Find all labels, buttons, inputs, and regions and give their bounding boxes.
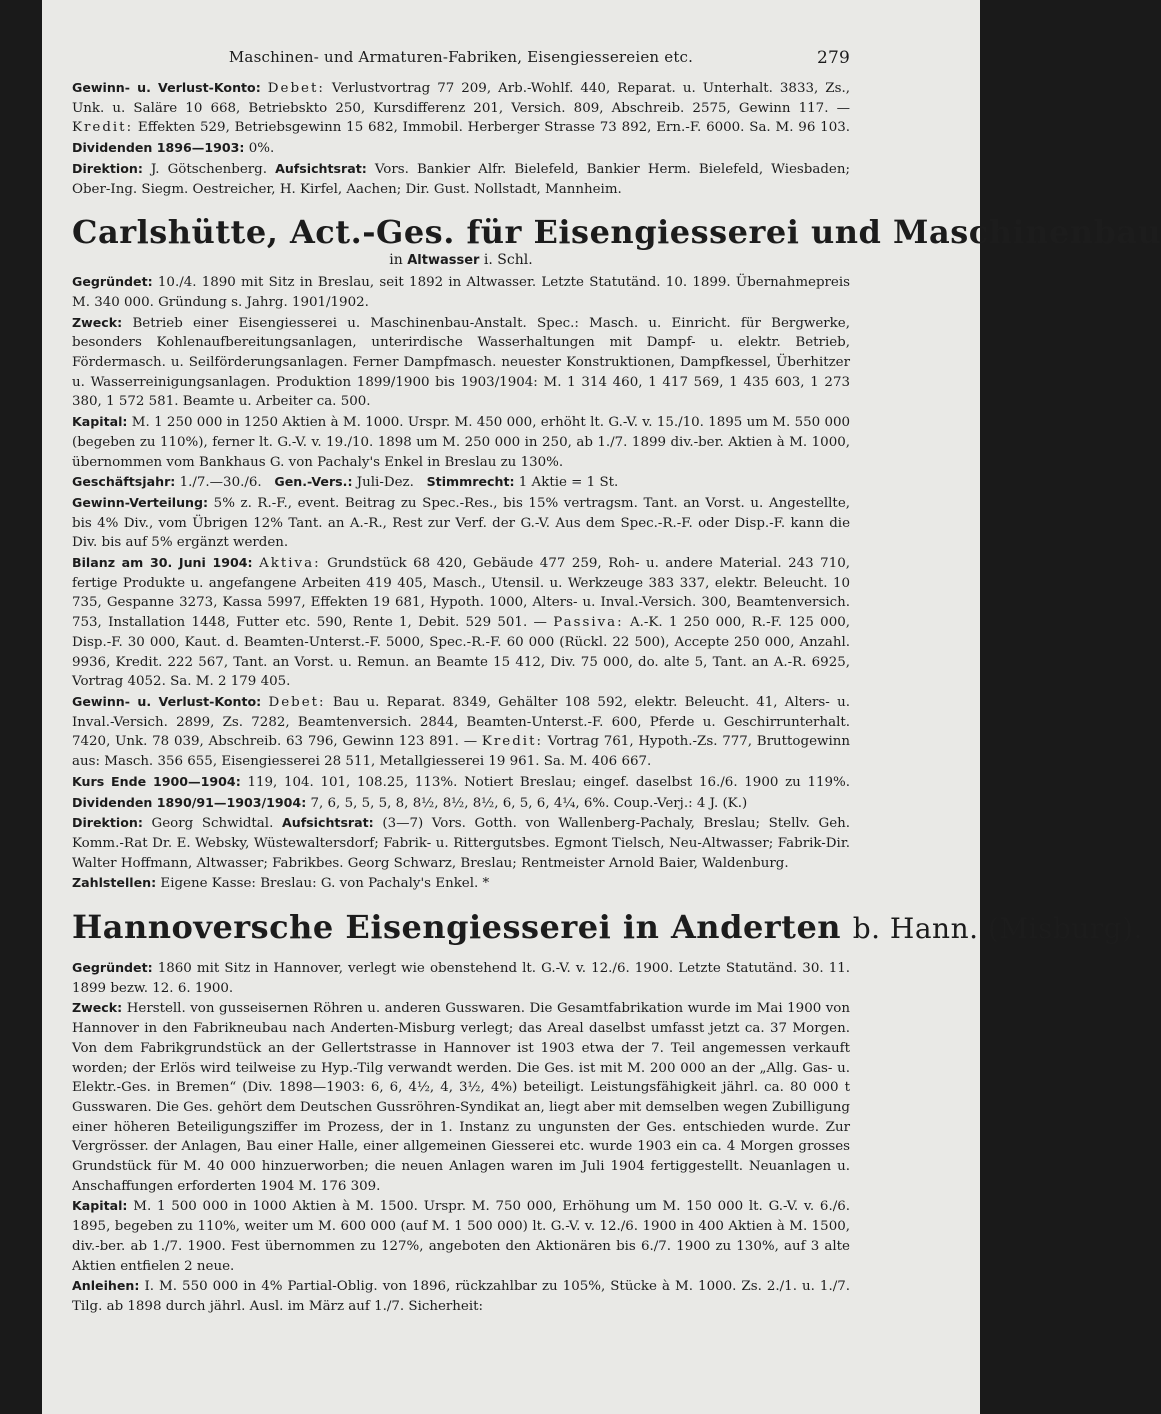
label: Gewinn- u. Verlust-Konto: bbox=[72, 80, 261, 95]
c1-kapital: Kapital: M. 1 250 000 in 1250 Aktien à M. 1000. Urspr. M. 450 000, erhöht lt. G.-V. v. 15./10. 1895 um M. 550 000 (begeben zu 110%), ferner lt. G.-V. v. 19./10. 1898 um M. 250 000 in 250, ab 1./7. 1899 div.-ber. Aktien à M. 1000, übernommen vom Bankhaus G. von Pachaly's Enkel in Breslau zu 130%. bbox=[72, 414, 850, 470]
c1-direktion: Direktion: Georg Schwidtal. Aufsichtsrat: (3—7) Vors. Gotth. von Wallenberg-Pachaly, Breslau; Stellv. Geh. Komm.-Rat Dr. E. Websky, Wüstewaltersdorf; Fabrik- u. Rittergutsbes. Egmont Tielsch, Neu-Altwasser; Fabrik-Dir. Walter Hoffmann, Altwasser; Fabrikbes. Georg Schwarz, Breslau; Rentmeister Arnold Baier, Waldenburg. bbox=[72, 815, 851, 871]
c2-anleihen: Anleihen: I. M. 550 000 in 4% Partial-Oblig. von 1896, rückzahlbar zu 105%, Stücke à M. 1000. Zs. 2./1. u. 1./7. Tilg. ab 1898 durch jährl. Ausl. im März auf 1./7. Sicherheit: bbox=[72, 1278, 850, 1314]
company-title-hannoversche: Hannoversche Eisengiesserei in Anderten b. Hann. (Misburg). bbox=[72, 908, 1143, 947]
c1-geschaeftsjahr: Geschäftsjahr: 1./7.—30./6. Gen.-Vers.: Juli-Dez. Stimmrecht: 1 Aktie = 1 St. bbox=[72, 474, 619, 491]
company-title-carlshuette: Carlshütte, Act.-Ges. für Eisengiesserei und Maschinenbau bbox=[72, 213, 1161, 252]
c1-gewinn-verlust-konto: Gewinn- u. Verlust-Konto: Debet: Bau u. Reparat. 8349, Gehälter 108 592, elektr. Beleucht. 41, Alters- u. Inval.-Versich. 2899, Zs. 7282, Beamtenversich. 2844, Beamten-Unterst.-F. 600, Pferde u. Geschirrunterhalt. 7420, Unk. 78 039, Abschreib. 63 796, Gewinn 123 891. — Kredit: Vortrag 761, Hypoth.-Zs. 777, Bruttogewinn aus: Masch. 356 655, Eisengiesserei 28 511, Metallgiesserei 19 961. Sa. M. 406 667. bbox=[72, 693, 850, 770]
page-number: 279 bbox=[816, 48, 850, 68]
running-title: Maschinen- und Armaturen-Fabriken, Eisengiessereien etc. bbox=[228, 48, 694, 66]
prev-direktion: Direktion: J. Götschenberg. Aufsichtsrat: Vors. Bankier Alfr. Bielefeld, Bankier Herm. Bielefeld, Wiesbaden; Ober-Ing. Siegm. Oestreicher, H. Kirfel, Aachen; Dir. Gust. Nollstadt, Mannheim. bbox=[72, 160, 850, 197]
running-header bbox=[72, 48, 850, 78]
c1-kurs: Kurs Ende 1900—1904: 119, 104. 101, 108.25, 113%. Notiert Breslau; eingef. daselbst 16./6. 1900 zu 119%. Dividenden 1890/91—1903/1904: 7, 6, 5, 5, 5, 8, 8½, 8½, 8½, 6, 5, 6, 4¼, 6%. Coup.-Verj.: 4 J. (K.) bbox=[72, 773, 850, 811]
c1-zahlstellen: Zahlstellen: Eigene Kasse: Breslau: G. von Pachaly's Enkel. * bbox=[72, 875, 490, 892]
c2-zweck: Zweck: Herstell. von gusseisernen Röhren u. anderen Gusswaren. Die Gesamtfabrikation wurde im Mai 1900 von Hannover in den Fabrikneubau nach Anderten-Misburg verlegt; das Areal daselbst umfasst jetzt ca. 37 Morgen. Von dem Fabrikgrundstück an der Gellertstrasse in Hannover ist 1903 etwa der 7. Teil angemessen verkauft worden; der Erlös wird teilweise zu Hyp.-Tilg verwandt werden. Die Ges. ist mit M. 200 000 an der „Allg. Gas- u. Elektr.-Ges. in Bremen“ (Div. 1898—1903: 6, 6, 4½, 4, 3½, 4%) beteiligt. Leistungsfähigkeit jährl. ca. 80 000 t Gusswaren. Die Ges. gehört dem Deutschen Gussröhren-Syndikat an, liegt aber mit demselben wegen Zubilligung einer höheren Beteiligungsziffer im Prozess, der in 1. Instanz zu ungunsten der Ges. entschieden wurde. Zur Vergrösser. der Anlagen, Bau einer Halle, einer allgemeinen Giesserei etc. wurde 1903 ein ca. 4 Morgen grosses Grundstück für M. 40 000 hinzuerworben; die neuen Anlagen waren im Juli 1904 fertiggestellt. Neuanlagen u. Anschaffungen erforderten 1904 M. 176 309. bbox=[72, 1000, 850, 1194]
document-page bbox=[72, 48, 1161, 1317]
c1-zweck: Zweck: Betrieb einer Eisengiesserei u. Maschinenbau-Anstalt. Spec.: Masch. u. Einricht. für Bergwerke, besonders Kohlenaufbereitungsanlagen, unterirdische Wasserhaltungen mit Dampf- u. elektr. Betrieb, Fördermasch. u. Seilförderungsanlagen. Ferner Dampfmasch. neuester Konstruktionen, Dampfkessel, Überhitzer u. Wasserreinigungsanlagen. Produktion 1899/1900 bis 1903/1904: M. 1 314 460, 1 417 569, 1 435 603, 1 273 380, 1 572 581. Beamte u. Arbeiter ca. 500. bbox=[72, 314, 850, 410]
company-location: in Altwasser i. Schl. bbox=[389, 252, 533, 269]
prev-gewinn-verlust: Gewinn- u. Verlust-Konto: Debet: Verlustvortrag 77 209, Arb.-Wohlf. 440, Reparat. u. Unterhalt. 3833, Zs., Unk. u. Saläre 10 668, Betriebskto 250, Kursdifferenz 201, Versich. 809, Abschreib. 2575, Gewinn 117. — Kredit: Effekten 529, Betriebsgewinn 15 682, Immobil. Herberger Strasse 73 892, Ern.-F. 6000. Sa. M. 96 103. Dividenden 1896—1903: 0%. bbox=[72, 80, 850, 157]
c2-gegruendet: Gegründet: 1860 mit Sitz in Hannover, verlegt wie obenstehend lt. G.-V. v. 12./6. 1900. Letzte Statutänd. 30. 11. 1899 bezw. 12. 6. 1900. bbox=[72, 960, 850, 996]
c1-gewinn-verteilung: Gewinn-Verteilung: 5% z. R.-F., event. Beitrag zu Spec.-Res., bis 15% vertragsm. Tant. an Vorst. u. Angestellte, bis 4% Div., vom Übrigen 12% Tant. an A.-R., Rest zur Verf. der G.-V. Aus dem Spec.-R.-F. oder Disp.-F. kann die Div. bis auf 5% ergänzt werden. bbox=[72, 494, 850, 551]
c1-gegruendet: Gegründet: 10./4. 1890 mit Sitz in Breslau, seit 1892 in Altwasser. Letzte Statutänd. 10. 1899. Übernahmepreis M. 340 000. Gründung s. Jahrg. 1901/1902. bbox=[72, 274, 850, 310]
c2-kapital: Kapital: M. 1 500 000 in 1000 Aktien à M. 1500. Urspr. M. 750 000, Erhöhung um M. 150 000 lt. G.-V. v. 6./6. 1895, begeben zu 110%, weiter um M. 600 000 (auf M. 1 500 000) lt. G.-V. v. 12./6. 1900 in 400 Aktien à M. 1500, div.-ber. ab 1./7. 1900. Fest übernommen zu 127%, angeboten den Aktionären bis 6./7. 1900 zu 130%, auf 3 alte Aktien entfielen 2 neue. bbox=[72, 1198, 850, 1274]
c1-bilanz: Bilanz am 30. Juni 1904: Aktiva: Grundstück 68 420, Gebäude 477 259, Roh- u. andere Material. 243 710, fertige Produkte u. angefangene Arbeiten 419 405, Masch., Utensil. u. Werkzeuge 383 337, elektr. Beleucht. 10 735, Gespanne 3273, Kassa 5997, Effekten 19 681, Hypoth. 1000, Alters- u. Inval.-Versich. 300, Beamtenversich. 753, Installation 1448, Futter etc. 590, Rente 1, Debit. 529 501. — Passiva: A.-K. 1 250 000, R.-F. 125 000, Disp.-F. 30 000, Kaut. d. Beamten-Unterst.-F. 5000, Spec.-R.-F. 60 000 (Rückl. 22 500), Accepte 250 000, Anzahl. 9936, Kredit. 222 567, Tant. an Vorst. u. Remun. an Beamte 15 412, Div. 75 000, do. alte 5, Tant. an A.-R. 6925, Vortrag 4052. Sa. M. 2 179 405. bbox=[72, 555, 851, 690]
